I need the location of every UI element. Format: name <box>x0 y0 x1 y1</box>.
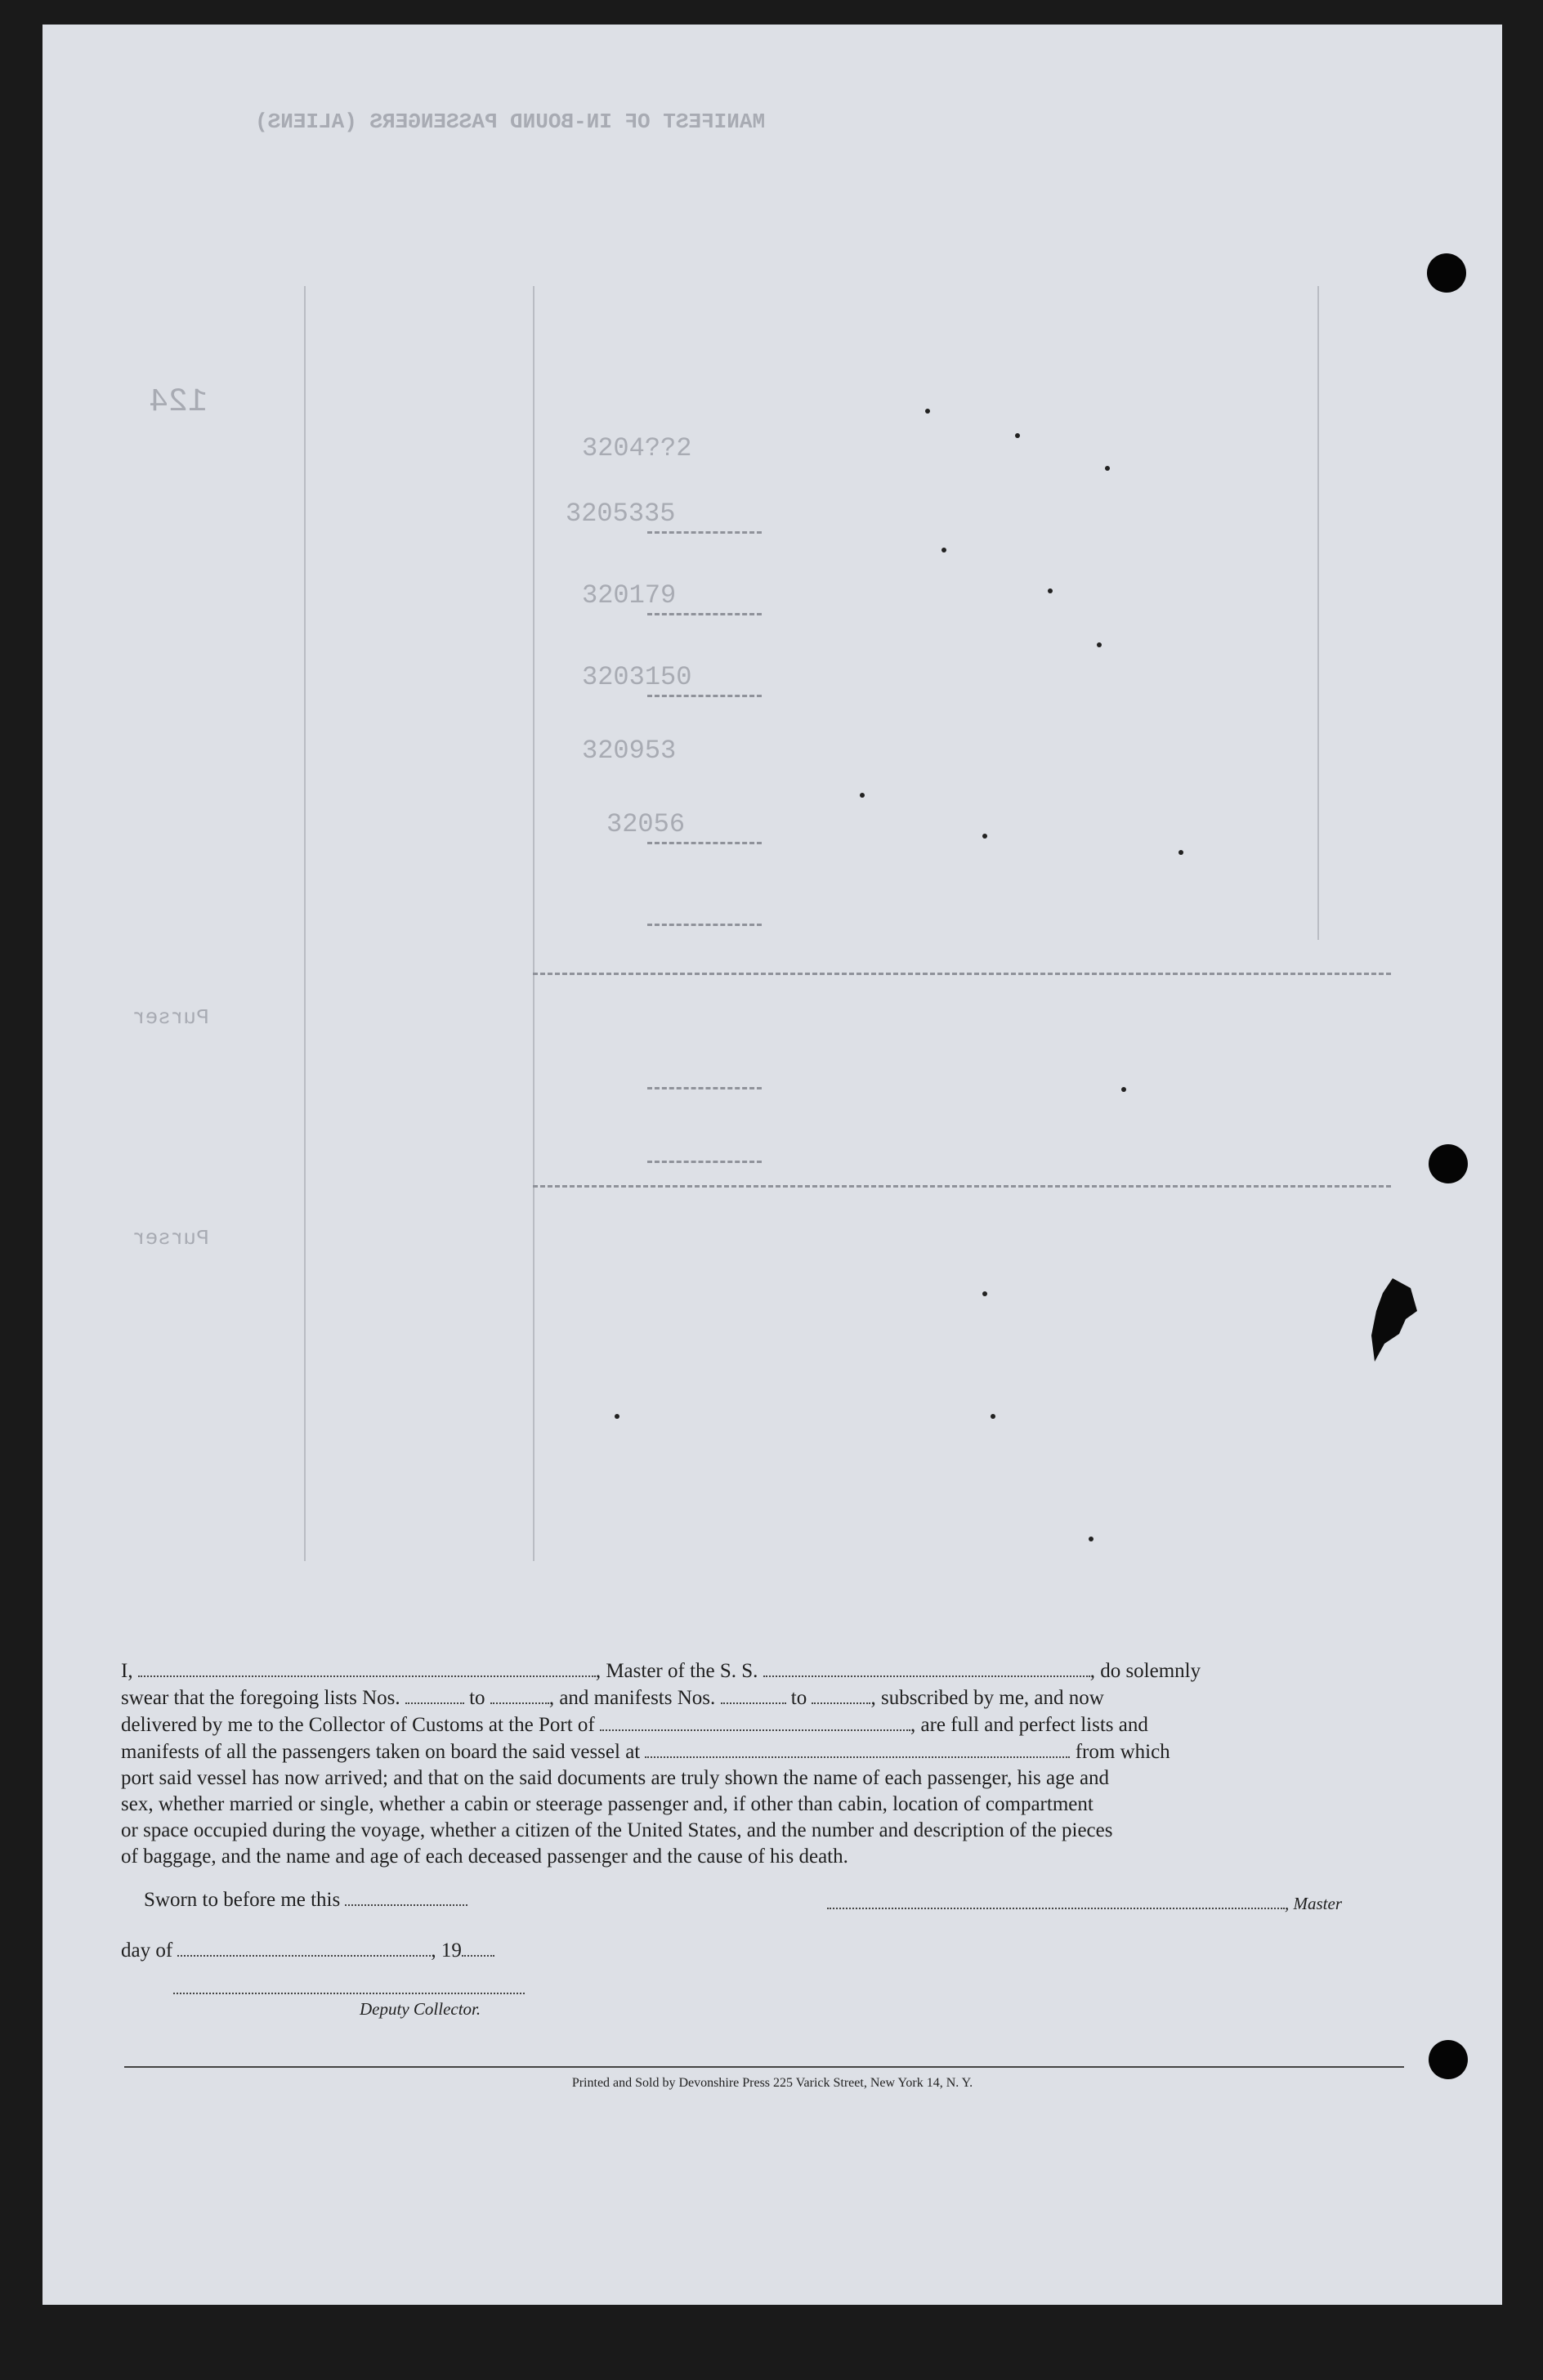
bleed-filler-5: 320953 <box>582 736 677 766</box>
bleed-filler-2: 3205335 <box>566 499 676 529</box>
punch-hole-bottom <box>1429 2040 1468 2079</box>
speck <box>982 834 987 839</box>
bleed-rule-2 <box>533 286 534 1561</box>
speck <box>1121 1087 1126 1092</box>
bleed-rule-3 <box>1317 286 1319 940</box>
bleed-filler-1: 3204??2 <box>582 433 692 463</box>
bleed-dashes-1 <box>533 973 1391 975</box>
bleed-rule-1 <box>304 286 306 1561</box>
bleed-purser-2: Purser <box>132 1226 209 1250</box>
origin-port-field[interactable] <box>645 1738 1070 1758</box>
bleed-dashes-2 <box>533 1185 1391 1188</box>
speck <box>615 1414 619 1419</box>
speck <box>1105 466 1110 471</box>
master-name-field[interactable] <box>138 1658 596 1677</box>
manifests-from-field[interactable] <box>721 1684 786 1704</box>
speck <box>1097 642 1102 647</box>
speck <box>1089 1537 1094 1541</box>
punch-hole-top <box>1427 253 1466 293</box>
vessel-name-field[interactable] <box>763 1658 1090 1677</box>
master-signature-line: , Master <box>827 1890 1342 1915</box>
port-field[interactable] <box>600 1711 910 1731</box>
speck <box>982 1291 987 1296</box>
oath-line-1: I, , Master of the S. S. , do solemnly <box>121 1658 1404 1684</box>
oath-line-7: or space occupied during the voyage, whether a citizen of the United States, and the number and description of the pieces <box>121 1819 1113 1841</box>
deputy-collector-label: Deputy Collector. <box>360 1999 481 2019</box>
footer-rule <box>124 2066 1404 2068</box>
oath-line-3: delivered by me to the Collector of Customs at the Port of , are full and perfect lists and <box>121 1711 1404 1738</box>
bleed-filler-6: 32056 <box>606 809 686 839</box>
speck <box>941 548 946 552</box>
bleed-header: MANIFEST OF IN-BOUND PASSENGERS (ALIENS) <box>255 110 766 134</box>
sworn-day-field[interactable] <box>345 1886 467 1906</box>
bleed-dashes-7 <box>647 924 762 926</box>
lists-from-field[interactable] <box>405 1684 464 1704</box>
ink-blot <box>1360 1270 1425 1368</box>
sworn-line: Sworn to before me this <box>144 1886 467 1912</box>
oath-text <box>121 1658 1404 1870</box>
speck <box>1178 850 1183 855</box>
bleed-filler-4: 3203150 <box>582 662 692 692</box>
deputy-signature-line[interactable] <box>173 1993 525 1994</box>
bleed-dashes-4 <box>647 613 762 615</box>
document-page <box>42 25 1502 2305</box>
bleed-dashes-6 <box>647 842 762 844</box>
oath-line-6: sex, whether married or single, whether a cabin or steerage passenger and, if other than cabin, location of compartment <box>121 1793 1094 1815</box>
master-signature-field[interactable] <box>827 1890 1285 1909</box>
oath-line-4: manifests of all the passengers taken on board the said vessel at from which <box>121 1738 1404 1765</box>
speck <box>1015 433 1020 438</box>
bleed-number: 124 <box>149 384 208 421</box>
bleed-dashes-5 <box>647 695 762 697</box>
bleed-dashes-3 <box>647 531 762 534</box>
bleed-purser-1: Purser <box>132 1005 209 1030</box>
bleed-dashes-9 <box>647 1161 762 1163</box>
punch-hole-middle <box>1429 1144 1468 1183</box>
speck <box>925 409 930 414</box>
year-field[interactable] <box>462 1937 494 1957</box>
lists-to-field[interactable] <box>490 1684 549 1704</box>
oath-line-5: port said vessel has now arrived; and that on the said documents are truly shown the name of each passenger, his age and <box>121 1767 1110 1789</box>
speck <box>1048 588 1053 593</box>
oath-line-8: of baggage, and the name and age of each deceased passenger and the cause of his death. <box>121 1845 848 1868</box>
bleed-dashes-8 <box>647 1087 762 1089</box>
manifests-to-field[interactable] <box>812 1684 870 1704</box>
printer-credit: Printed and Sold by Devonshire Press 225 Varick Street, New York 14, N. Y. <box>571 2076 973 2090</box>
month-field[interactable] <box>177 1937 431 1957</box>
date-line: day of , 19 <box>121 1937 494 1962</box>
speck <box>991 1414 995 1419</box>
oath-line-2: swear that the foregoing lists Nos. to , and manifests Nos. to , subscribed by me, and now <box>121 1684 1404 1711</box>
bleed-filler-3: 320179 <box>582 580 677 611</box>
speck <box>860 793 865 798</box>
